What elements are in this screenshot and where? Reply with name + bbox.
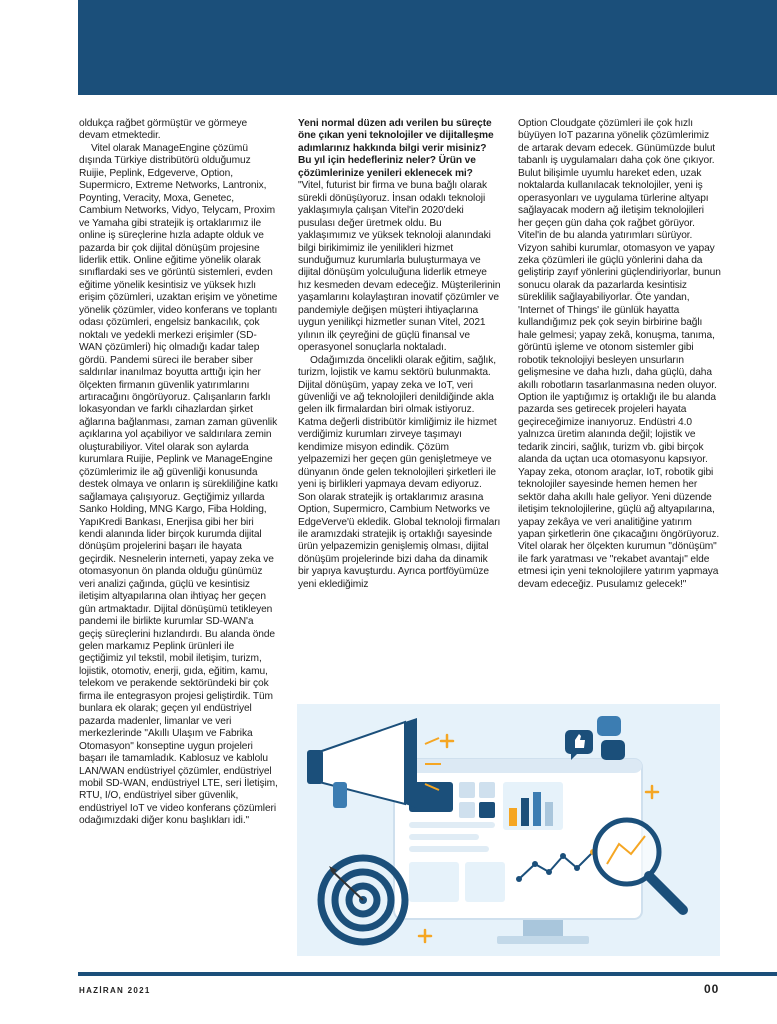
column2-paragraph-1: "Vitel, futurist bir firma ve buna bağlı olarak sürekli dönüşüyoruz. İnsan odaklı teknoloji yaklaşımıyla çalışan Vitel'in 2020'deki pusulası değer üretmek oldu. Bu yaklaşımımız ve yüksek teknoloji alanındaki bilgi birikimimiz ile yenilikleri hizmet sunduğumuz kurumlarla buluşturmaya ve dijital dönüşüm yolculuğuna liderlik etmeye hız kesmeden devam edeceğiz. Müşterilerinin yaşamlarını kolaylaştıran inovatif çözümler ve pandemiyle değişen müşteri ihtiyaçlarına uygun yenilikçi hizmetler sunan Vitel, 2021 yılının ilk çeyreğini de güçlü finansal ve operasyonel sonuçlarla noktaladı. <box>298 180 501 354</box>
monitor-stand <box>497 916 589 944</box>
column3-paragraph-1: Option Cloudgate çözümleri ile çok hızlı büyüyen IoT pazarına yönelik çözümlerimiz de artarak devam edecek. Günümüzde bulut tabanlı iş uygulamaları daha çok öne çıkıyor. Bulut bilişimle uyumlu hareket eden, uzak noktalarda kullanılacak teknolojiler, yeni iş operasyonları ve uygulama türlerine altyapı sağlayacak modern ağ iletişim teknolojileri her geçen gün daha çok rağbet görüyor. Vitel'in de bu alanda yatırımları sürüyor. Vizyon sahibi kurumlar, otomasyon ve yapay zeka çözümleri ile güçlü yönlerini daha da geliştirip zayıf yönlerini güçlendiriyorlar, bunun sonucu olarak da pazarlarda kesintisiz süreklilik sağlayabiliyorlar. Öte yandan, 'Internet of Things' ile günlük hayatta kullandığımız pek çok seyin birbirine bağlı hale gelmesi; yapay zekâ, konuşma, tanıma, görüntü işleme ve otonom sistemler gibi robotik teknolojiyi besleyen unsurların gelişmesine ve daha hızlı, daha güçlü, daha akıllı robotların tasarlanmasına neden oluyor. Option ile yaptığımız iş ortaklığı ile bu alanda pazarda ses getirecek projeleri hayata geçireceğimize inanıyoruz. Endüstri 4.0 yalnızca üretim alanında değil; lojistik ve tedarik zinciri, sağlık, turizm vb. gibi birçok alanda da uçtan uca otomasyonu kapsıyor. Yapay zeka, otonom araçlar, IoT, robotik gibi teknolojiler sayesinde hemen hemen her sektör daha akıllı hale geliyor. Yeni düzende iletişim teknolojilerine, güçlü ağ altyapılarına, yapay zekâya ve veri analitiğine yatırım yapan şirketlerin öne çıkacağını öngörüyoruz. Vitel olarak her ölçekten kurumun "dönüşüm" ile fark yaratması ve "rekabet avantajı" elde etmesi için yeni teknolojilere yatırım yapmaya devam edeceğiz. Pusulamız gelecek!" <box>518 118 721 590</box>
target-icon <box>321 858 405 942</box>
page-number: 00 <box>704 982 720 996</box>
header-color-band <box>78 0 777 95</box>
article-column-3 <box>518 118 721 591</box>
article-column-2 <box>298 118 501 591</box>
footer-rule <box>78 972 777 976</box>
interview-question: Yeni normal düzen adı verilen bu süreçte öne çıkan yeni teknolojiler ve dijitalleşme adımlarınız hakkında bilgi verir misiniz? Bu yıl için hedefleriniz neler? Ürün ve çözümlerinize yenileri eklenecek mi? <box>298 118 494 179</box>
column1-paragraph-2: Vitel olarak ManageEngine çözümü dışında Türkiye distribütörü olduğumuz Ruijie, Peplink, Edgeverve, Option, Supermicro, Extreme Networks, Lantronix, Poynting, Veracity, Moxa, Genetec, Cambium Networks, Vidyo, Telycam, Proxim ve Yamaha gibi stratejik iş ortaklarımız ile online iş süreçlerine hızla adapte olduk ve pazarda bir çok dijital dönüşüm projesine liderlik ettik. Online eğitime yönelik olarak sınıflardaki ses ve görüntü sistemleri, evden eğitime yönelik kesintisiz ve yüksek hızlı erişim çözümleri, uzaktan erişim ve yönetime yönelik çözümler, video konferans ve toplantı odası çözümleri, engelsiz bankacılık, çok noktalı ve yedekli merkezi erişimler (SD-WAN çözümleri) hiç olmadığı kadar talep gördü. Pandemi süreci ile beraber siber saldırılar inanılmaz boyutta arttığı için her ölçekten firmanın güvenlik yatırımlarını artıracağını öngörüyoruz. Çalışanların farklı lokasyondan ve farklı cihazlardan şirket ağlarına bağlanması, zaman zaman güvenlik açıklarına yol açabiliyor ve saldırılara zemin oluşturabiliyor. Vitel olarak son aylarda kurumlara Ruijie, Peplink ve ManageEngine çözümlerimiz ile ağ güvenliği konusunda destek olmaya ve onların iş sürekliliğine katkı sağlamaya çalışıyoruz. Geçtiğimiz yıllarda Sanko Holding, MNG Kargo, Fiba Holding, YapıKredi Bankası, Enerjisa gibi her biri kendi alanında lider birçok kurumda dijital dönüşüm projelerini başarı ile hayata geçirdik. Nesnelerin interneti, yapay zeka ve otomasyonun ön planda olduğu günümüz veri analizi çağında, güçlü ve kesintisiz iletişim altyapılarına olan ihtiyaç her geçen gün artmaktadır. Dijital dönüşümü tetikleyen pandemi ile birlikte kurumlar SD-WAN'a geçiş süreçlerini hızlandırdı. Bu alanda önde gelen markamız Peplink ürünleri ile geçtiğimiz yıl tekstil, mobil iletişim, turizm, lojistik, otomotiv, enerji, gıda, eğitim, kamu, telekom ve perakende sektöründeki bir çok firma ile entegrasyon projesi geliştirdik. Tüm bunlara ek olarak; geçen yıl endüstriyel pazarda madenler, limanlar ve veri merkezlerinde "Akıllı Ulaşım ve Fabrika Otomasyon" konseptine uygun projeleri başarı ile tamamladık. Kablosuz ve kablolu LAN/WAN endüstriyel çözümler, endüstriyel mobil SD-WAN, endüstriyel LTE, seri İletişim, RTU, I/O, endüstriyel siber güvenlik, endüstriyel IoT ve video konferans çözümleri odağımızdaki diğer konu başlıkları idi." <box>79 142 279 827</box>
illustration-svg <box>297 704 720 956</box>
issue-date: HAZİRAN 2021 <box>79 986 151 995</box>
article-column-1 <box>79 118 279 828</box>
column1-paragraph-1: oldukça rağbet görmüştür ve görmeye devam etmektedir. <box>79 118 248 142</box>
digital-marketing-illustration <box>297 704 720 956</box>
like-icon <box>565 716 625 760</box>
column2-paragraph-2: Odağımızda öncelikli olarak eğitim, sağlık, turizm, lojistik ve kamu sektörü bulunmakta. Dijital dönüşüm, yapay zeka ve IoT, veri güvenliği ve ağ teknolojileri denildiğinde akla gelen ilk firmalardan biri olmak istiyoruz. Katma değerli distribütör kimliğimiz ile hizmet verdiğimiz kurumları zirveye taşımayı kendimize misyon edindik. Çözüm yelpazemizi her geçen gün genişletmeye ve dünyanın önde gelen teknolojileri şirketleri ile yeni iş birlikleri yapmaya devam ediyoruz. Son olarak stratejik iş ortaklarımız arasına Option, Supermicro, Cambium Networks ve EdgeVerve'ü ekledik. Global teknoloji firmaları ile aramızdaki stratejik iş ortaklığı sayesinde ürün yelpazemizin genişlemiş olması, dijital dönüşüm projelerinde bizi daha da dinamik bir yapıya kavuşturdu. Ayrıca portföyümüze yeni eklediğimiz <box>298 354 501 590</box>
